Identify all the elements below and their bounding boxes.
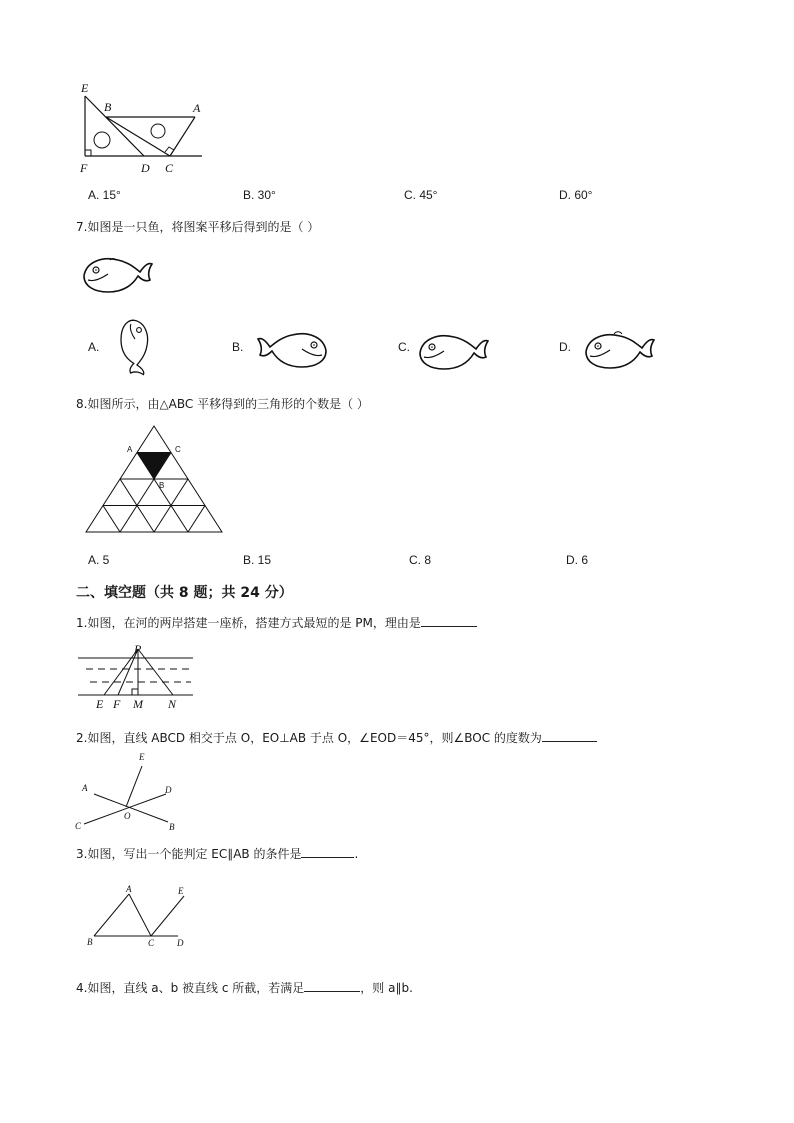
- q7-original-fish-icon: [78, 250, 156, 298]
- f1-label-N: N: [168, 697, 177, 711]
- f2-label-E: E: [139, 752, 145, 762]
- q8-triangle-grid-figure: [83, 424, 225, 536]
- section-heading-fill-in: 二、填空题（共 8 题；共 24 分）: [76, 585, 293, 601]
- f3-answer-blank[interactable]: [301, 845, 354, 858]
- q7-option-c[interactable]: C.: [398, 340, 410, 354]
- q7-option-a[interactable]: A.: [88, 340, 100, 354]
- f3-stem-row: [76, 845, 358, 862]
- f2-label-B: B: [169, 822, 175, 832]
- q8-option-d[interactable]: D. 6: [566, 553, 589, 567]
- f1-label-E: E: [96, 697, 104, 711]
- q6-option-b[interactable]: B. 30°: [243, 188, 276, 202]
- f3-label-A: A: [126, 884, 132, 894]
- q8-label-A: A: [127, 445, 133, 454]
- f3-label-D: D: [177, 938, 184, 948]
- q6-label-B: B: [104, 100, 112, 114]
- f3-stem-end: .: [354, 847, 359, 861]
- f1-stem: 1.如图，在河的两岸搭建一座桥，搭建方式最短的是 PM，理由是: [76, 616, 421, 630]
- f2-intersecting-lines-figure: [72, 750, 184, 836]
- f2-stem-row: [76, 729, 597, 746]
- q6-option-c[interactable]: C. 45°: [404, 188, 438, 202]
- q6-option-a[interactable]: A. 15°: [88, 188, 121, 202]
- f1-label-F: F: [113, 697, 121, 711]
- q6-option-d[interactable]: D. 60°: [559, 188, 593, 202]
- f1-label-M: M: [133, 697, 143, 711]
- q7-option-c-fish-icon[interactable]: [418, 327, 496, 371]
- f2-label-D: D: [165, 785, 172, 795]
- q6-label-C: C: [165, 161, 174, 175]
- f2-label-A: A: [82, 783, 88, 793]
- q7-option-b-fish-icon[interactable]: [250, 325, 332, 371]
- f2-label-O: O: [124, 811, 131, 821]
- f3-label-B: B: [87, 937, 93, 947]
- f3-stem: 3.如图，写出一个能判定 EC∥AB 的条件是: [76, 847, 302, 861]
- q6-label-A: A: [193, 101, 201, 115]
- q7-option-d-fish-icon[interactable]: [580, 326, 658, 372]
- q6-figure: [78, 80, 208, 175]
- f3-label-E: E: [178, 886, 184, 896]
- f1-answer-blank[interactable]: [421, 614, 477, 627]
- q6-label-F: F: [80, 161, 88, 175]
- q8-stem: 8.如图所示，由△ABC 平移得到的三角形的个数是（ ）: [76, 397, 369, 411]
- q8-option-b[interactable]: B. 15: [243, 553, 272, 567]
- f4-answer-blank[interactable]: [304, 979, 360, 992]
- f4-stem: 4.如图，直线 a、b 被直线 c 所截，若满足: [76, 981, 305, 995]
- q8-label-B: B: [159, 481, 165, 490]
- f2-label-C: C: [75, 821, 82, 831]
- f4-stem-row: [76, 979, 413, 996]
- q7-stem: 7.如图是一只鱼，将图案平移后得到的是（ ）: [76, 220, 320, 234]
- q8-label-C: C: [175, 445, 181, 454]
- f1-label-P: P: [134, 642, 142, 656]
- f3-triangle-figure: [84, 884, 194, 950]
- q6-label-E: E: [81, 81, 89, 95]
- f1-stem-row: [76, 614, 477, 631]
- f4-stem-end: ，则 a∥b.: [360, 981, 413, 995]
- q6-label-D: D: [141, 161, 150, 175]
- f2-stem: 2.如图，直线 ABCD 相交于点 O，EO⊥AB 于点 O，∠EOD＝45°，则∠BOC 的度数为: [76, 731, 542, 745]
- q7-option-a-fish-icon[interactable]: [105, 315, 165, 377]
- f3-label-C: C: [148, 938, 155, 948]
- f1-river-bridge-figure: [76, 643, 196, 711]
- f2-answer-blank[interactable]: [542, 729, 597, 742]
- q7-option-d[interactable]: D.: [559, 340, 571, 354]
- q8-option-a[interactable]: A. 5: [88, 553, 110, 567]
- q7-option-b[interactable]: B.: [232, 340, 244, 354]
- q8-option-c[interactable]: C. 8: [409, 553, 432, 567]
